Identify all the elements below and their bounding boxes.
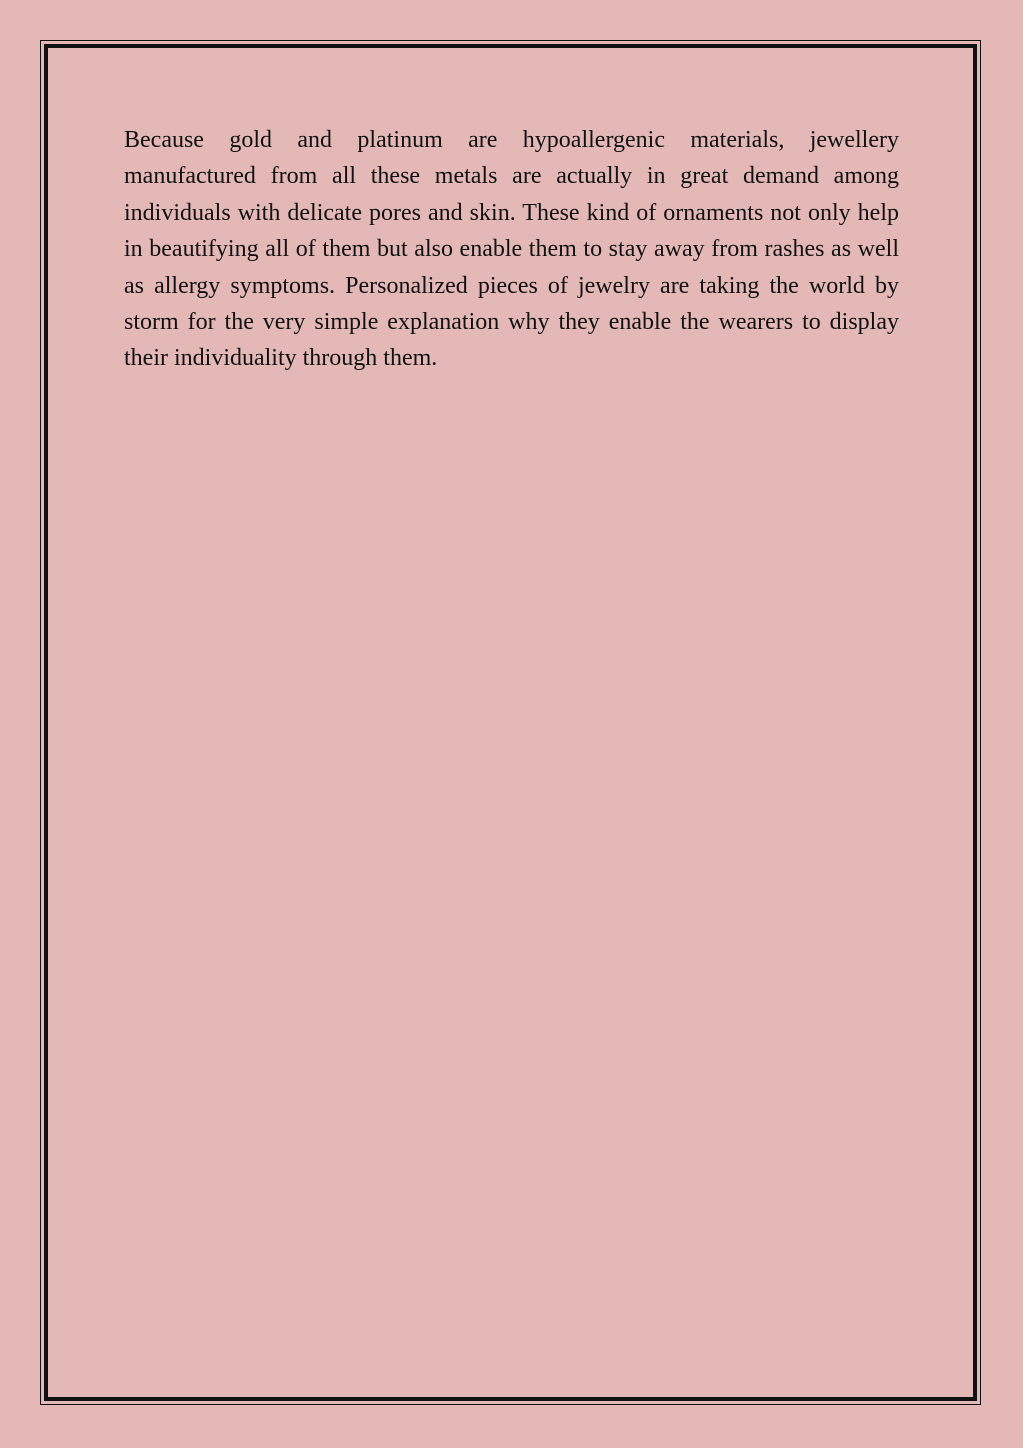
- body-paragraph: Because gold and platinum are hypoallergenic materials, jewellery manufactured from all these metals are actually in great demand among individuals with delicate pores and skin. These kind of ornaments not only help in beautifying all of them but also enable them to stay away from rashes as well as allergy symptoms. Personalized pieces of jewelry are taking the world by storm for the very simple explanation why they enable the wearers to display their individuality through them.: [124, 127, 899, 372]
